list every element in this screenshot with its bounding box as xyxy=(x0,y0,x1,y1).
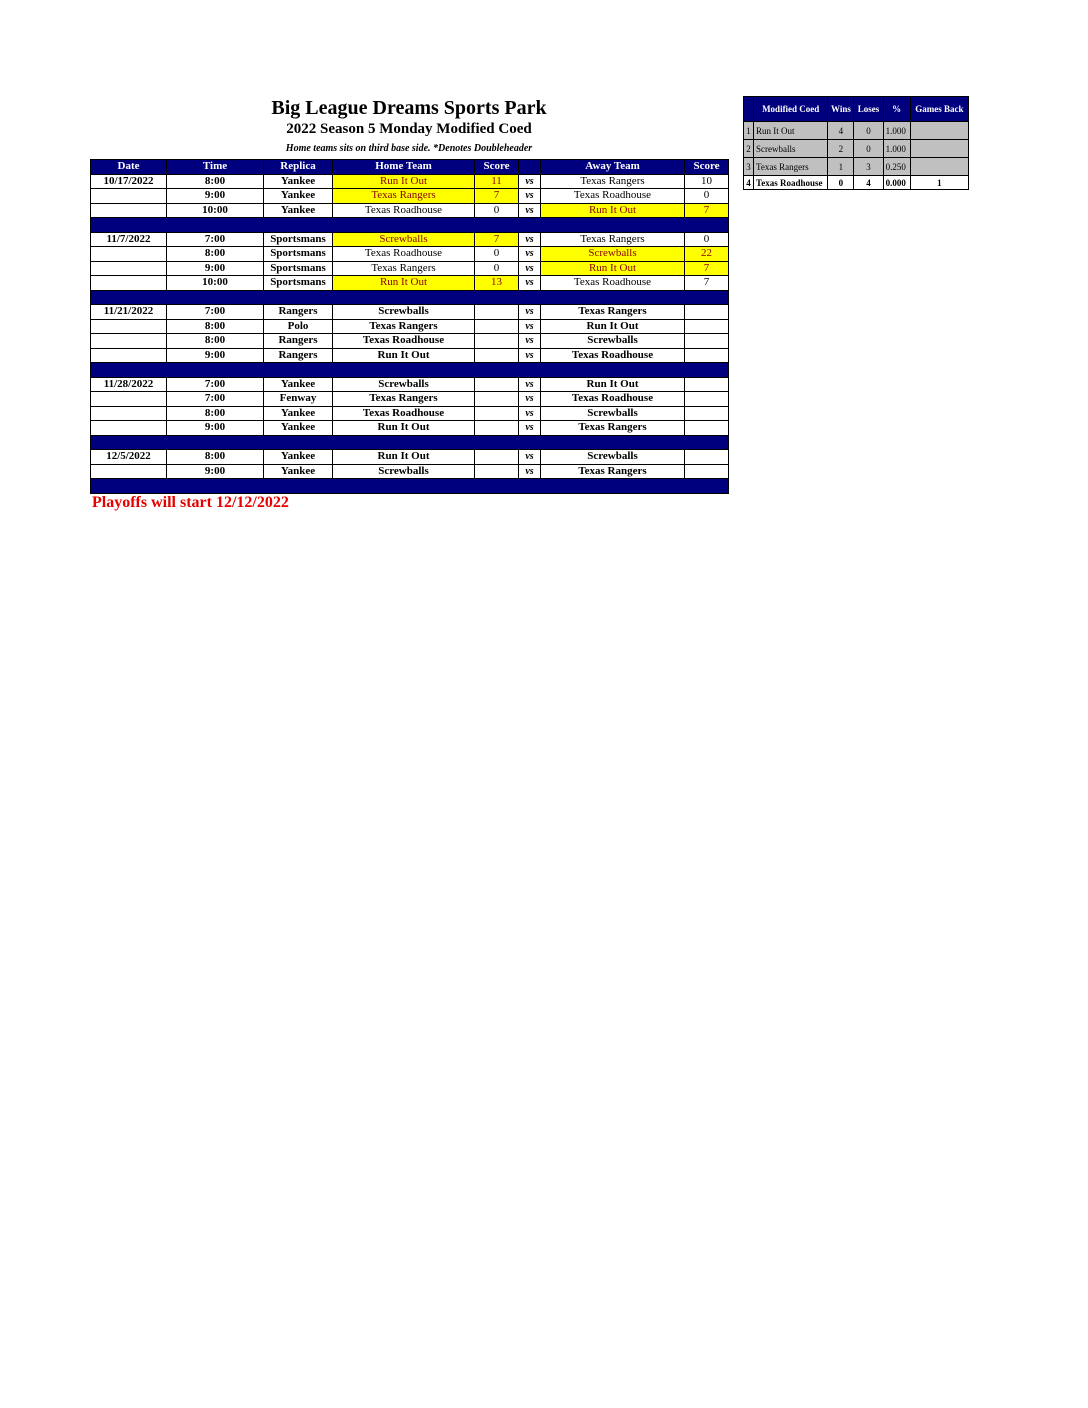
away-team-cell: Texas Roadhouse xyxy=(541,276,685,291)
date-cell xyxy=(91,189,167,204)
time-cell: 8:00 xyxy=(167,319,264,334)
date-cell xyxy=(91,319,167,334)
date-cell: 11/7/2022 xyxy=(91,232,167,247)
date-cell xyxy=(91,421,167,436)
separator-row xyxy=(91,435,729,450)
time-cell: 9:00 xyxy=(167,348,264,363)
date-cell xyxy=(91,334,167,349)
date-cell xyxy=(91,276,167,291)
games-back-cell xyxy=(910,140,968,158)
field-cell: Rangers xyxy=(264,305,333,320)
home-team-cell: Screwballs xyxy=(333,377,475,392)
date-cell xyxy=(91,464,167,479)
away-score-cell: 0 xyxy=(685,189,729,204)
table-row xyxy=(91,377,729,392)
date-cell: 12/5/2022 xyxy=(91,450,167,465)
games-back-cell: 1 xyxy=(910,176,968,190)
away-score-cell: 0 xyxy=(685,232,729,247)
pct-cell: 0.250 xyxy=(883,158,910,176)
time-cell: 8:00 xyxy=(167,450,264,465)
standings-row xyxy=(744,158,969,176)
table-row xyxy=(91,232,729,247)
date-cell: 11/28/2022 xyxy=(91,377,167,392)
date-cell xyxy=(91,348,167,363)
col-vs xyxy=(519,160,541,175)
playoffs-note: Playoffs will start 12/12/2022 xyxy=(92,494,289,511)
home-team-cell: Screwballs xyxy=(333,464,475,479)
field-cell: Yankee xyxy=(264,174,333,189)
home-score-cell xyxy=(475,421,519,436)
wins-cell: 1 xyxy=(828,158,854,176)
date-cell xyxy=(91,406,167,421)
time-cell: 7:00 xyxy=(167,232,264,247)
away-score-cell xyxy=(685,319,729,334)
vs-cell: vs xyxy=(519,276,541,291)
away-score-cell: 7 xyxy=(685,203,729,218)
away-score-cell xyxy=(685,334,729,349)
losses-cell: 0 xyxy=(854,140,883,158)
vs-cell: vs xyxy=(519,421,541,436)
home-team-cell: Texas Rangers xyxy=(333,392,475,407)
home-score-cell xyxy=(475,450,519,465)
field-cell: Fenway xyxy=(264,392,333,407)
away-score-cell xyxy=(685,305,729,320)
away-team-cell: Texas Rangers xyxy=(541,421,685,436)
home-score-cell xyxy=(475,406,519,421)
col-home-team: Home Team xyxy=(333,160,475,175)
time-cell: 8:00 xyxy=(167,334,264,349)
away-team-cell: Texas Rangers xyxy=(541,464,685,479)
away-score-cell xyxy=(685,348,729,363)
vs-cell: vs xyxy=(519,334,541,349)
separator-row xyxy=(91,363,729,378)
pct-cell: 1.000 xyxy=(883,122,910,140)
vs-cell: vs xyxy=(519,348,541,363)
wins-cell: 4 xyxy=(828,122,854,140)
home-score-cell xyxy=(475,392,519,407)
away-team-cell: Texas Roadhouse xyxy=(541,189,685,204)
vs-cell: vs xyxy=(519,319,541,334)
standings-table xyxy=(743,96,969,190)
home-score-cell xyxy=(475,319,519,334)
date-cell: 11/21/2022 xyxy=(91,305,167,320)
field-cell: Yankee xyxy=(264,406,333,421)
time-cell: 8:00 xyxy=(167,174,264,189)
team-cell: Texas Roadhouse xyxy=(754,176,828,190)
away-score-cell: 7 xyxy=(685,261,729,276)
home-team-cell: Texas Roadhouse xyxy=(333,406,475,421)
standings-col-games-back: Games Back xyxy=(910,97,968,122)
table-row xyxy=(91,464,729,479)
date-cell xyxy=(91,203,167,218)
field-cell: Yankee xyxy=(264,377,333,392)
home-team-cell: Screwballs xyxy=(333,305,475,320)
table-row xyxy=(91,406,729,421)
away-score-cell: 22 xyxy=(685,247,729,262)
standings-col-rank xyxy=(744,97,754,122)
time-cell: 7:00 xyxy=(167,392,264,407)
standings-col-pct: % xyxy=(883,97,910,122)
date-cell xyxy=(91,247,167,262)
col-away-score: Score xyxy=(685,160,729,175)
time-cell: 9:00 xyxy=(167,421,264,436)
losses-cell: 4 xyxy=(854,176,883,190)
table-row xyxy=(91,305,729,320)
standings-col-team: Modified Coed xyxy=(754,97,828,122)
away-score-cell: 7 xyxy=(685,276,729,291)
home-team-cell: Texas Roadhouse xyxy=(333,203,475,218)
away-team-cell: Texas Rangers xyxy=(541,305,685,320)
time-cell: 10:00 xyxy=(167,203,264,218)
home-team-cell: Texas Roadhouse xyxy=(333,247,475,262)
away-score-cell xyxy=(685,406,729,421)
home-team-cell: Texas Rangers xyxy=(333,189,475,204)
col-time: Time xyxy=(167,160,264,175)
page-note: Home teams sits on third base side. *Denotes Doubleheader xyxy=(285,143,533,154)
away-score-cell: 10 xyxy=(685,174,729,189)
field-cell: Yankee xyxy=(264,189,333,204)
schedule-header-row xyxy=(91,160,729,175)
away-team-cell: Run It Out xyxy=(541,319,685,334)
home-score-cell xyxy=(475,334,519,349)
table-row xyxy=(91,421,729,436)
vs-cell: vs xyxy=(519,261,541,276)
separator-row xyxy=(91,218,729,233)
separator-row xyxy=(91,290,729,305)
separator-cell xyxy=(91,218,729,233)
home-team-cell: Run It Out xyxy=(333,421,475,436)
standings-col-losses: Loses xyxy=(854,97,883,122)
time-cell: 9:00 xyxy=(167,189,264,204)
col-home-score: Score xyxy=(475,160,519,175)
rank-cell: 4 xyxy=(744,176,754,190)
standings-header-row xyxy=(744,97,969,122)
field-cell: Yankee xyxy=(264,421,333,436)
table-row xyxy=(91,348,729,363)
time-cell: 8:00 xyxy=(167,406,264,421)
table-row xyxy=(91,247,729,262)
table-row xyxy=(91,450,729,465)
away-team-cell: Screwballs xyxy=(541,406,685,421)
away-team-cell: Screwballs xyxy=(541,450,685,465)
away-score-cell xyxy=(685,377,729,392)
time-cell: 7:00 xyxy=(167,305,264,320)
vs-cell: vs xyxy=(519,406,541,421)
pct-cell: 1.000 xyxy=(883,140,910,158)
away-team-cell: Run It Out xyxy=(541,377,685,392)
standings-row xyxy=(744,176,969,190)
separator-cell xyxy=(91,363,729,378)
away-team-cell: Run It Out xyxy=(541,203,685,218)
away-team-cell: Texas Rangers xyxy=(541,174,685,189)
home-team-cell: Texas Rangers xyxy=(333,319,475,334)
vs-cell: vs xyxy=(519,174,541,189)
team-cell: Run It Out xyxy=(754,122,828,140)
time-cell: 9:00 xyxy=(167,464,264,479)
away-score-cell xyxy=(685,464,729,479)
home-score-cell: 0 xyxy=(475,203,519,218)
home-team-cell: Run It Out xyxy=(333,276,475,291)
table-row xyxy=(91,261,729,276)
time-cell: 7:00 xyxy=(167,377,264,392)
away-team-cell: Screwballs xyxy=(541,247,685,262)
field-cell: Rangers xyxy=(264,334,333,349)
home-team-cell: Run It Out xyxy=(333,174,475,189)
home-team-cell: Texas Rangers xyxy=(333,261,475,276)
time-cell: 8:00 xyxy=(167,247,264,262)
field-cell: Sportsmans xyxy=(264,261,333,276)
losses-cell: 3 xyxy=(854,158,883,176)
home-score-cell xyxy=(475,305,519,320)
away-team-cell: Texas Rangers xyxy=(541,232,685,247)
vs-cell: vs xyxy=(519,450,541,465)
separator-cell xyxy=(91,290,729,305)
table-row xyxy=(91,276,729,291)
table-row xyxy=(91,319,729,334)
home-team-cell: Texas Roadhouse xyxy=(333,334,475,349)
page-title: Big League Dreams Sports Park xyxy=(271,97,547,119)
table-row xyxy=(91,334,729,349)
wins-cell: 2 xyxy=(828,140,854,158)
home-score-cell: 7 xyxy=(475,189,519,204)
home-score-cell: 0 xyxy=(475,247,519,262)
col-date: Date xyxy=(91,160,167,175)
field-cell: Yankee xyxy=(264,203,333,218)
date-cell xyxy=(91,392,167,407)
time-cell: 10:00 xyxy=(167,276,264,291)
home-team-cell: Screwballs xyxy=(333,232,475,247)
standings-row xyxy=(744,122,969,140)
page-subtitle: 2022 Season 5 Monday Modified Coed xyxy=(286,121,532,137)
away-team-cell: Screwballs xyxy=(541,334,685,349)
home-score-cell xyxy=(475,348,519,363)
vs-cell: vs xyxy=(519,377,541,392)
home-score-cell: 0 xyxy=(475,261,519,276)
table-row xyxy=(91,203,729,218)
field-cell: Sportsmans xyxy=(264,247,333,262)
table-row xyxy=(91,174,729,189)
col-replica: Replica xyxy=(264,160,333,175)
schedule-table xyxy=(90,159,729,494)
field-cell: Yankee xyxy=(264,450,333,465)
away-team-cell: Texas Roadhouse xyxy=(541,348,685,363)
table-row xyxy=(91,189,729,204)
time-cell: 9:00 xyxy=(167,261,264,276)
games-back-cell xyxy=(910,122,968,140)
vs-cell: vs xyxy=(519,464,541,479)
field-cell: Polo xyxy=(264,319,333,334)
vs-cell: vs xyxy=(519,203,541,218)
separator-cell xyxy=(91,479,729,494)
pct-cell: 0.000 xyxy=(883,176,910,190)
rank-cell: 2 xyxy=(744,140,754,158)
games-back-cell xyxy=(910,158,968,176)
vs-cell: vs xyxy=(519,247,541,262)
home-team-cell: Run It Out xyxy=(333,450,475,465)
home-score-cell xyxy=(475,377,519,392)
away-score-cell xyxy=(685,392,729,407)
field-cell: Sportsmans xyxy=(264,276,333,291)
team-cell: Screwballs xyxy=(754,140,828,158)
field-cell: Sportsmans xyxy=(264,232,333,247)
vs-cell: vs xyxy=(519,232,541,247)
separator-row xyxy=(91,479,729,494)
away-score-cell xyxy=(685,421,729,436)
away-score-cell xyxy=(685,450,729,465)
vs-cell: vs xyxy=(519,189,541,204)
date-cell xyxy=(91,261,167,276)
standings-col-wins: Wins xyxy=(828,97,854,122)
home-score-cell: 7 xyxy=(475,232,519,247)
team-cell: Texas Rangers xyxy=(754,158,828,176)
home-score-cell xyxy=(475,464,519,479)
rank-cell: 3 xyxy=(744,158,754,176)
home-team-cell: Run It Out xyxy=(333,348,475,363)
home-score-cell: 11 xyxy=(475,174,519,189)
away-team-cell: Run It Out xyxy=(541,261,685,276)
away-team-cell: Texas Roadhouse xyxy=(541,392,685,407)
losses-cell: 0 xyxy=(854,122,883,140)
vs-cell: vs xyxy=(519,392,541,407)
separator-cell xyxy=(91,435,729,450)
home-score-cell: 13 xyxy=(475,276,519,291)
standings-row xyxy=(744,140,969,158)
field-cell: Rangers xyxy=(264,348,333,363)
wins-cell: 0 xyxy=(828,176,854,190)
date-cell: 10/17/2022 xyxy=(91,174,167,189)
vs-cell: vs xyxy=(519,305,541,320)
table-row xyxy=(91,392,729,407)
rank-cell: 1 xyxy=(744,122,754,140)
field-cell: Yankee xyxy=(264,464,333,479)
col-away-team: Away Team xyxy=(541,160,685,175)
